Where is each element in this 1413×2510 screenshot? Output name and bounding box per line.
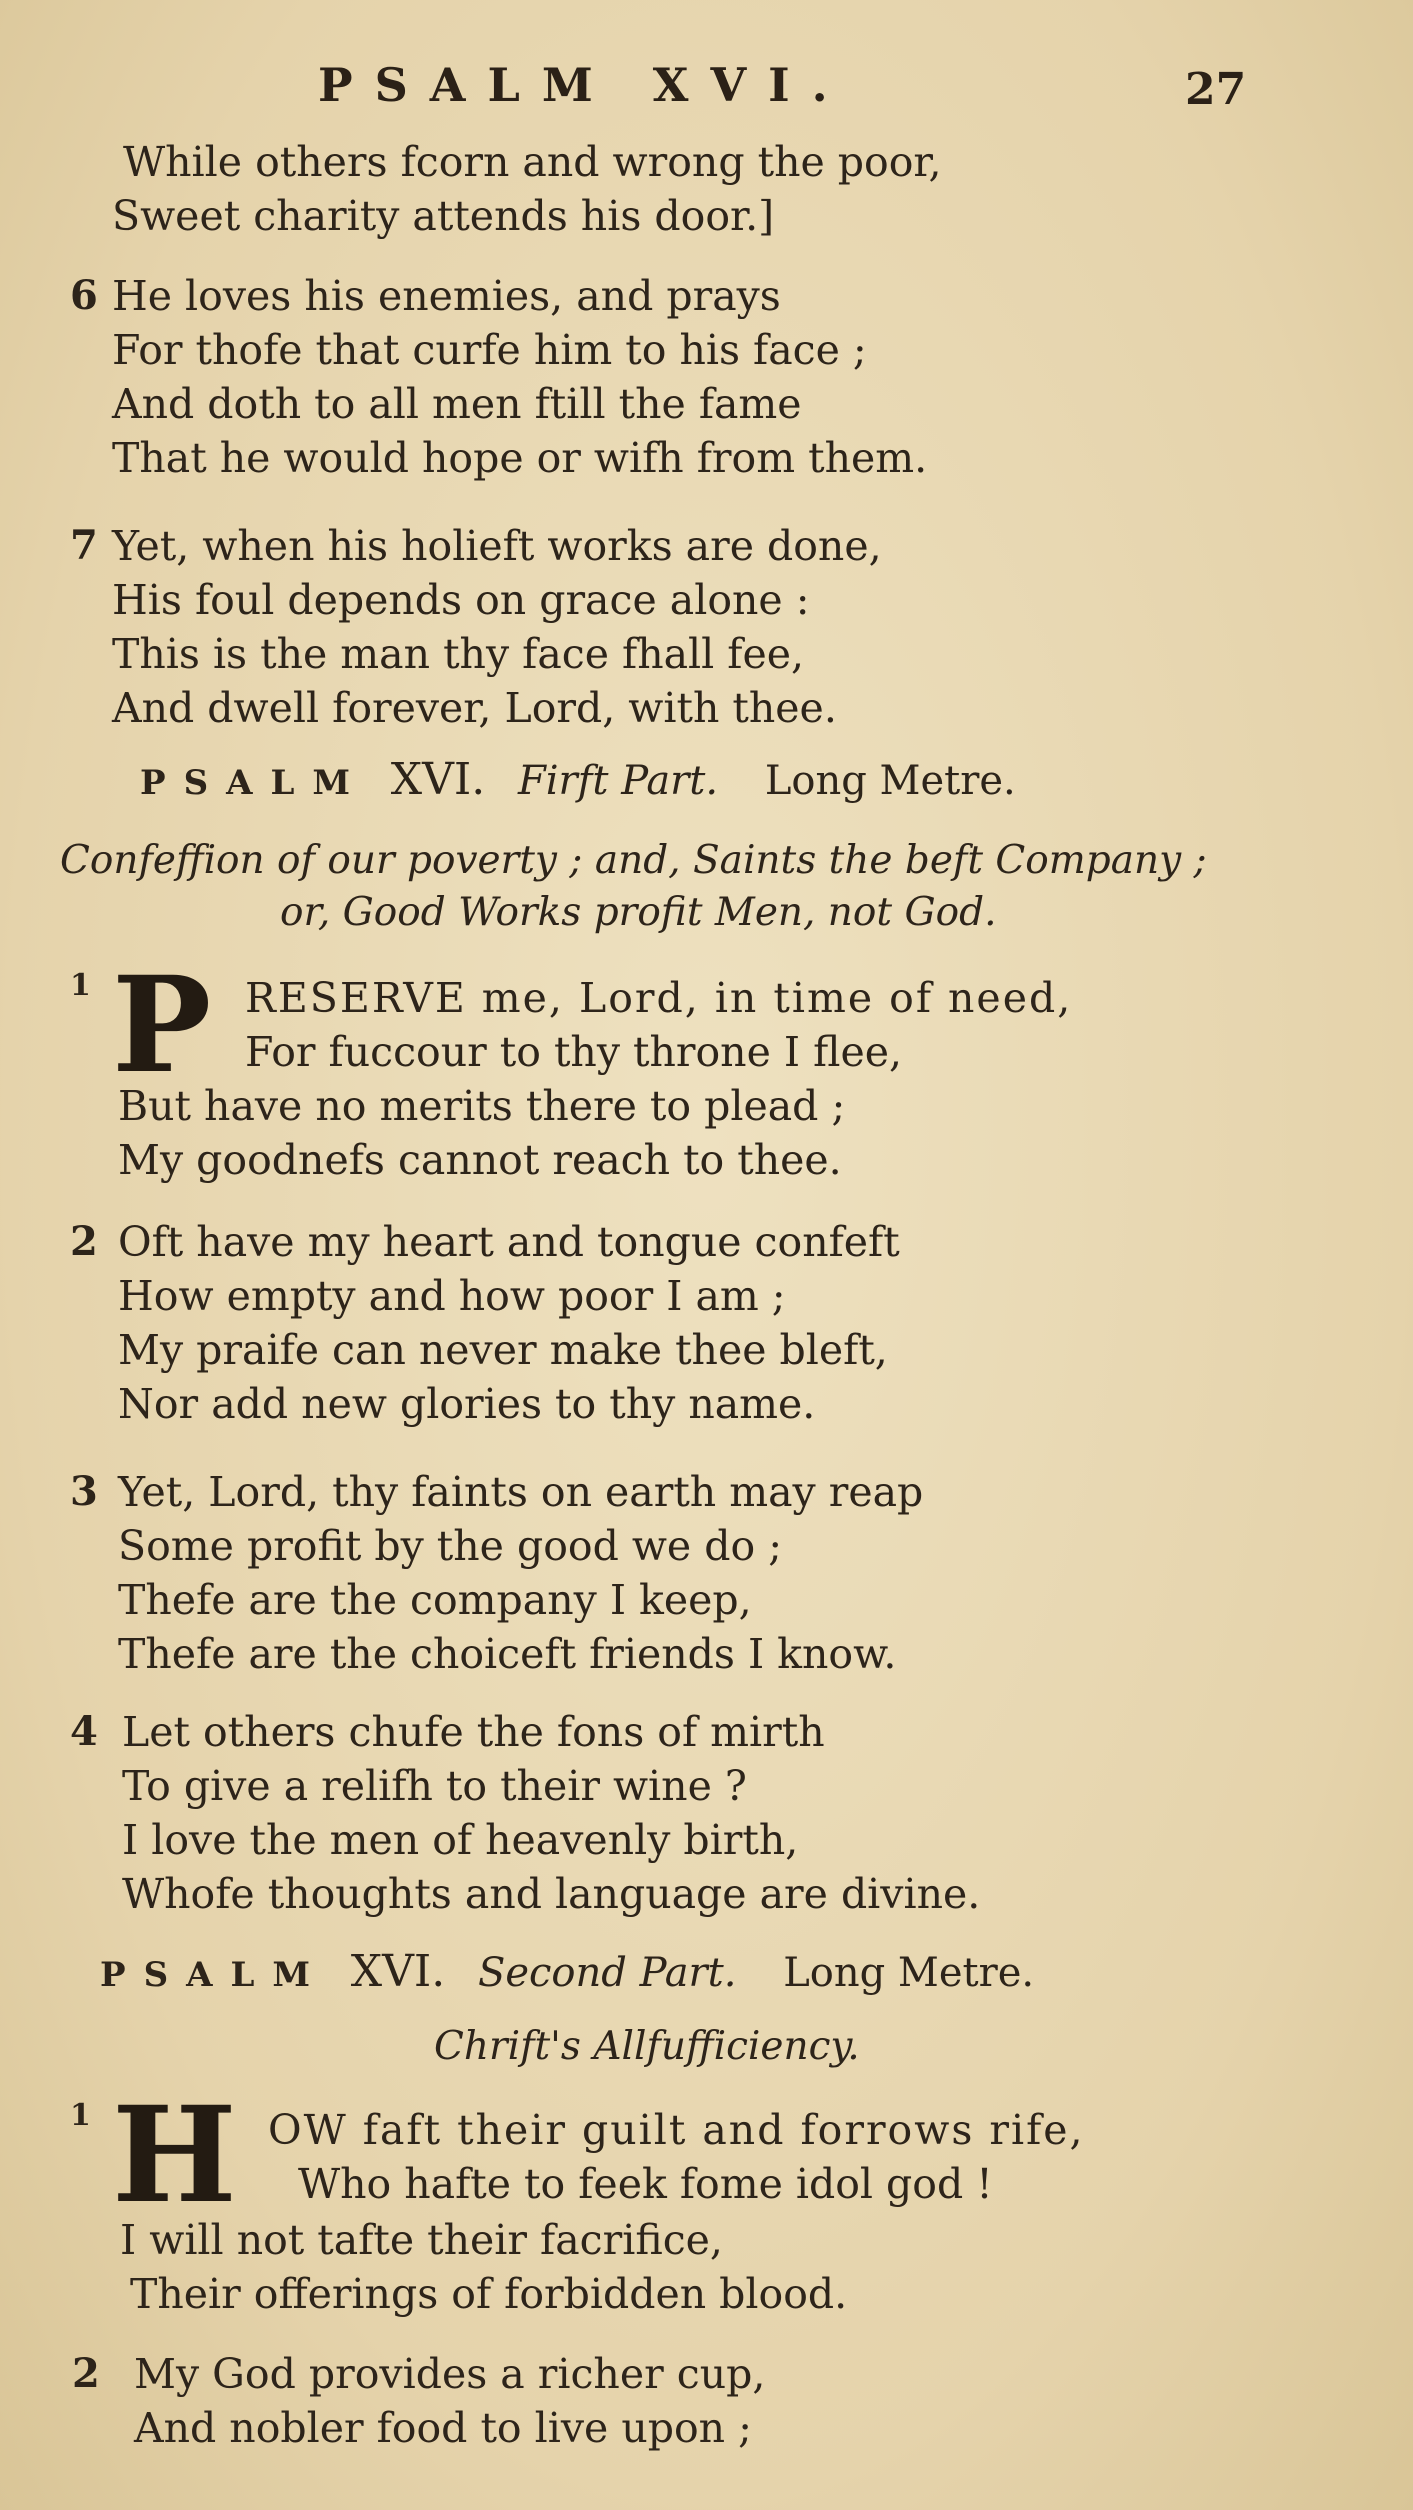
heading-psalm: PSALM [100, 1955, 329, 1995]
verse-line: While others fcorn and wrong the poor, [123, 138, 942, 186]
verse-line: For thofe that curfe him to his face ; [112, 326, 867, 374]
heading-part: Second Part. [477, 1950, 737, 1996]
stanza-number: 4 [70, 1708, 98, 1755]
verse-line: Yet, Lord, thy faints on earth may reap [118, 1468, 924, 1516]
verse-line: My God provides a richer cup, [134, 2350, 766, 2398]
verse-line: To give a relifh to their wine ? [122, 1762, 747, 1810]
heading-numeral: XVI. [390, 754, 486, 805]
verse-line: Nor add new glories to thy name. [118, 1380, 816, 1428]
stanza-number: 1 [70, 968, 91, 1003]
drop-cap: H [112, 2078, 237, 2233]
section-heading-part-two [100, 1946, 1034, 2001]
stanza-number: 2 [72, 2350, 100, 2397]
verse-line: This is the man thy face fhall fee, [112, 630, 805, 678]
verse-line: Oft have my heart and tongue confeft [118, 1218, 900, 1266]
verse-line: Whofe thoughts and language are divine. [122, 1870, 981, 1918]
verse-line: My praife can never make thee bleft, [118, 1326, 888, 1374]
verse-line: Who hafte to feek fome idol god ! [298, 2160, 993, 2208]
verse-line: Thefe are the company I keep, [118, 1576, 752, 1624]
section-subtitle: or, Good Works profit Men, not God. [280, 890, 997, 935]
verse-line: And dwell forever, Lord, with thee. [112, 684, 837, 732]
page-header [0, 58, 1413, 118]
verse-line: I love the men of heavenly birth, [122, 1816, 799, 1864]
stanza-number: 7 [70, 522, 98, 569]
drop-cap: P [112, 948, 212, 1103]
heading-metre: Long Metre. [783, 1950, 1035, 1996]
section-subtitle: Chrift's Allfufficiency. [434, 2024, 860, 2069]
heading-metre: Long Metre. [764, 758, 1016, 804]
heading-part: Firft Part. [517, 758, 719, 804]
verse-line: OW faft their guilt and forrows rife, [268, 2106, 1085, 2154]
stanza-number: 3 [70, 1468, 98, 1515]
verse-line: Some profit by the good we do ; [118, 1522, 783, 1570]
verse-line: Yet, when his holieft works are done, [112, 522, 882, 570]
verse-line: Let others chufe the fons of mirth [122, 1708, 825, 1756]
heading-numeral: XVI. [350, 1946, 446, 1997]
verse-line: Their offerings of forbidden blood. [130, 2270, 848, 2318]
verse-line: For fuccour to thy throne I flee, [245, 1028, 903, 1076]
section-subtitle: Confeffion of our poverty ; and, Saints the beft Company ; [60, 838, 1207, 883]
stanza-number: 2 [70, 1218, 98, 1265]
verse-line: His foul depends on grace alone : [112, 576, 810, 624]
verse-line: And doth to all men ftill the fame [112, 380, 802, 428]
heading-psalm: PSALM [140, 763, 369, 803]
section-heading-part-one [140, 754, 1016, 809]
verse-line: I will not tafte their facrifice, [120, 2216, 723, 2264]
verse-line: And nobler food to live upon ; [134, 2404, 752, 2452]
verse-line: RESERVE me, Lord, in time of need, [245, 974, 1073, 1022]
verse-line: But have no merits there to plead ; [118, 1082, 846, 1130]
page-number: 27 [1185, 64, 1247, 115]
stanza-number: 1 [70, 2098, 91, 2133]
running-title: PSALM XVI. [318, 58, 850, 112]
verse-line: Sweet charity attends his door.] [112, 192, 775, 240]
verse-line: My goodnefs cannot reach to thee. [118, 1136, 842, 1184]
stanza-number: 6 [70, 272, 98, 319]
verse-line: How empty and how poor I am ; [118, 1272, 786, 1320]
verse-line: That he would hope or wifh from them. [112, 434, 928, 482]
verse-line: He loves his enemies, and prays [112, 272, 781, 320]
verse-line: Thefe are the choiceft friends I know. [118, 1630, 897, 1678]
